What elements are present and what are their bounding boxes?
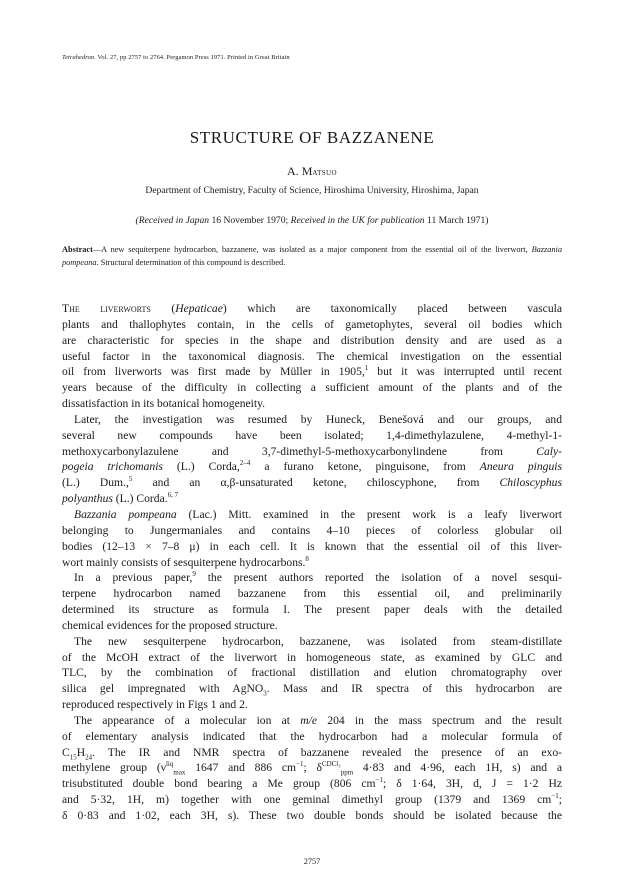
body-line [62, 475, 562, 491]
text-run: H [76, 745, 86, 759]
body-line: chemical evidences for the proposed structure. [62, 618, 278, 632]
text-run: ( [150, 302, 176, 315]
paper-title: STRUCTURE OF BAZZANENE [189, 128, 435, 147]
subscript: ppm [340, 768, 354, 777]
lead-words: The liverworts [62, 302, 151, 315]
italic-term: m/e [300, 713, 318, 727]
abstract [62, 244, 562, 269]
text-run: a furano ketone, pinguisone, from [250, 460, 480, 474]
text-run: 1647 and 886 cm [185, 761, 296, 775]
reference-mark: 8 [305, 554, 309, 563]
body-line: of elementary analysis indicated that the hydrocarbon had a molecular formula of [62, 729, 562, 743]
text-run: In a previous paper, [74, 571, 193, 585]
body-line: reproduced respectively in Figs 1 and 2. [62, 698, 248, 712]
text-run: methylene group (ν [62, 761, 166, 775]
species-name: pogeia trichomanis [62, 460, 163, 474]
text-run: . Mass and IR spectra of this hydrocarbon are [266, 682, 562, 696]
text-run: (L.) Dum., [62, 476, 129, 490]
received-dates [0, 215, 624, 226]
body-line: Later, the investigation was resumed by Huneck, Benešová and our groups, and [74, 412, 562, 426]
body-text [62, 301, 562, 824]
body-line: determined its structure as formula I. The present paper deals with the detailed [62, 603, 562, 617]
text-run: 204 in the mass spectrum and the result [317, 713, 562, 727]
body-line [62, 760, 562, 776]
body-line [62, 301, 562, 317]
species-name: Caly- [536, 444, 562, 458]
text-run: but it was interrupted until recent [368, 365, 563, 379]
body-line: useful factor in the taxonomical diagnosis. The chemical investigation on the essential [62, 349, 562, 363]
received-open: (Received in Japan [135, 215, 210, 226]
received-date-japan: 16 November 1970; [209, 215, 291, 226]
text-run: wort mainly consists of sesquiterpene hydrocarbons. [62, 555, 306, 569]
abstract-label: Abstract [62, 245, 93, 254]
body-line [62, 444, 562, 460]
body-line: of the McOH extract of the liverwort in homogeneous state, as examined by GLC and [62, 650, 562, 664]
text-run: . The IR and NMR spectra of bazzanene revealed the presence of an exo- [92, 745, 562, 759]
body-line: plants and thallophytes contain, in the cells of gametophytes, several oil bodies which [62, 317, 562, 331]
text-run: (L.) Corda. [112, 492, 168, 506]
journal-name: Tetrahedron. [62, 54, 96, 61]
text-run: ; [558, 793, 562, 807]
body-line [62, 713, 562, 729]
body-line: belonging to Jungermaniales and contains 4–10 pieces of colorless globular oil [62, 523, 562, 537]
species-name: polyanthus [62, 492, 113, 506]
text-run: (Lac.) Mitt. examined in the present work is a leafy liverwort [176, 507, 562, 521]
text-run: oil from liverworts was first made by Müller in 1905, [62, 365, 365, 379]
abstract-text: —A new sequiterpene hydrocarbon, bazzanene, was isolated as a major component from the essential oil of the liverwort, [92, 245, 532, 254]
text-run: (L.) Corda, [162, 460, 240, 474]
text-run: ; δ 1·64, 3H, d, J = 1·2 Hz [382, 777, 562, 791]
text-run: methoxycarbonylazulene and 3,7-dimethyl-5-methoxycarbonylindene from [62, 444, 537, 458]
text-run: The appearance of a molecular ion at [74, 713, 301, 727]
abstract-species: Bazzania pompeana. [62, 245, 562, 267]
body-line [62, 507, 562, 523]
superscript: CDCl₃ [321, 760, 341, 769]
superscript: −1 [296, 760, 304, 769]
body-line: bodies (12–13 × 7–8 μ) in each cell. It is known that the essential oil of this liver- [62, 539, 562, 553]
text-run: C [62, 745, 70, 759]
body-line: δ 0·83 and 1·02, each 3H, s). These two double bonds should be isolated because the [62, 809, 562, 822]
text-run: trisubstituted double bond bearing a Me group (806 cm [62, 777, 376, 791]
body-line: years because of the difficulty in collecting a sufficient amount of the plants and of the [62, 381, 562, 395]
body-line [62, 459, 562, 475]
superscript: −1 [551, 792, 559, 801]
text-run: ) which are taxonomically placed between vascula [222, 302, 562, 315]
reference-mark: 5 [128, 475, 133, 484]
received-mid: Received in the UK for publication [290, 215, 425, 226]
superscript: liq [165, 760, 174, 769]
superscript: −1 [375, 776, 383, 785]
text-run: and an α,β-unsaturated ketone, chiloscyphone, from [132, 476, 500, 490]
text-run: 4·83 and 4·96, each 1H, s) and a [353, 761, 562, 775]
body-line: TLC, by the combination of fractional distillation and elution chromatography over [62, 666, 562, 680]
body-line [62, 792, 562, 808]
reference-mark: 6, 7 [167, 491, 179, 500]
reference-mark: 2–4 [239, 459, 251, 468]
body-line [62, 555, 562, 571]
species-name: Bazzania pompeana [74, 507, 177, 521]
body-line [62, 745, 562, 761]
journal-details: Vol. 27, pp 2757 to 2764. Pergamon Press 1971. Printed in Great Britain [97, 54, 290, 61]
reference-mark: 9 [192, 570, 196, 579]
species-name: Chiloscyphus [499, 476, 562, 490]
subscript: max [173, 768, 186, 777]
species-name: Hepaticae [175, 302, 223, 315]
author-initial: A. M [287, 164, 313, 178]
body-line: The new sesquiterpene hydrocarbon, bazzanene, was isolated from steam-distillate [74, 634, 562, 648]
subscript: 3 [263, 689, 267, 698]
affiliation: Department of Chemistry, Faculty of Science, Hiroshima University, Hiroshima, Japan [145, 185, 479, 196]
author-surname: atsuo [312, 167, 337, 178]
body-line [62, 570, 562, 586]
text-run: silica gel impregnated with AgNO [62, 682, 264, 696]
reference-mark: 1 [364, 364, 369, 373]
body-line: are characteristic for species in the shape and distribution density and are used as a [62, 333, 562, 347]
text-run: ; δ [303, 761, 322, 775]
subscript: 24 [85, 752, 93, 761]
body-line: dissatisfaction in its botanical homogeneity. [62, 397, 266, 411]
species-name: Aneura pinguis [479, 460, 563, 474]
body-line [62, 364, 562, 380]
abstract-text-2: Structural determination of this compound is described. [98, 257, 286, 267]
text-run: the present authors reported the isolation of a novel sesqui- [195, 571, 563, 585]
subscript: 15 [69, 752, 77, 761]
author [0, 164, 624, 179]
received-date-uk: 11 March 1971) [424, 215, 489, 226]
body-line [62, 776, 562, 792]
journal-header [62, 54, 290, 61]
body-line [62, 681, 562, 697]
text-run: and 5·32, 1H, m) together with one geminal dimethyl group (1379 and 1369 cm [62, 793, 552, 807]
body-line: terpene hydrocarbon named bazzanene from this essential oil, and preliminarily [62, 587, 562, 601]
page-number: 2757 [303, 857, 321, 866]
body-line [62, 491, 562, 507]
body-line: several new compounds have been isolated; 1,4-dimethylazulene, 4-methyl-1- [62, 428, 562, 442]
